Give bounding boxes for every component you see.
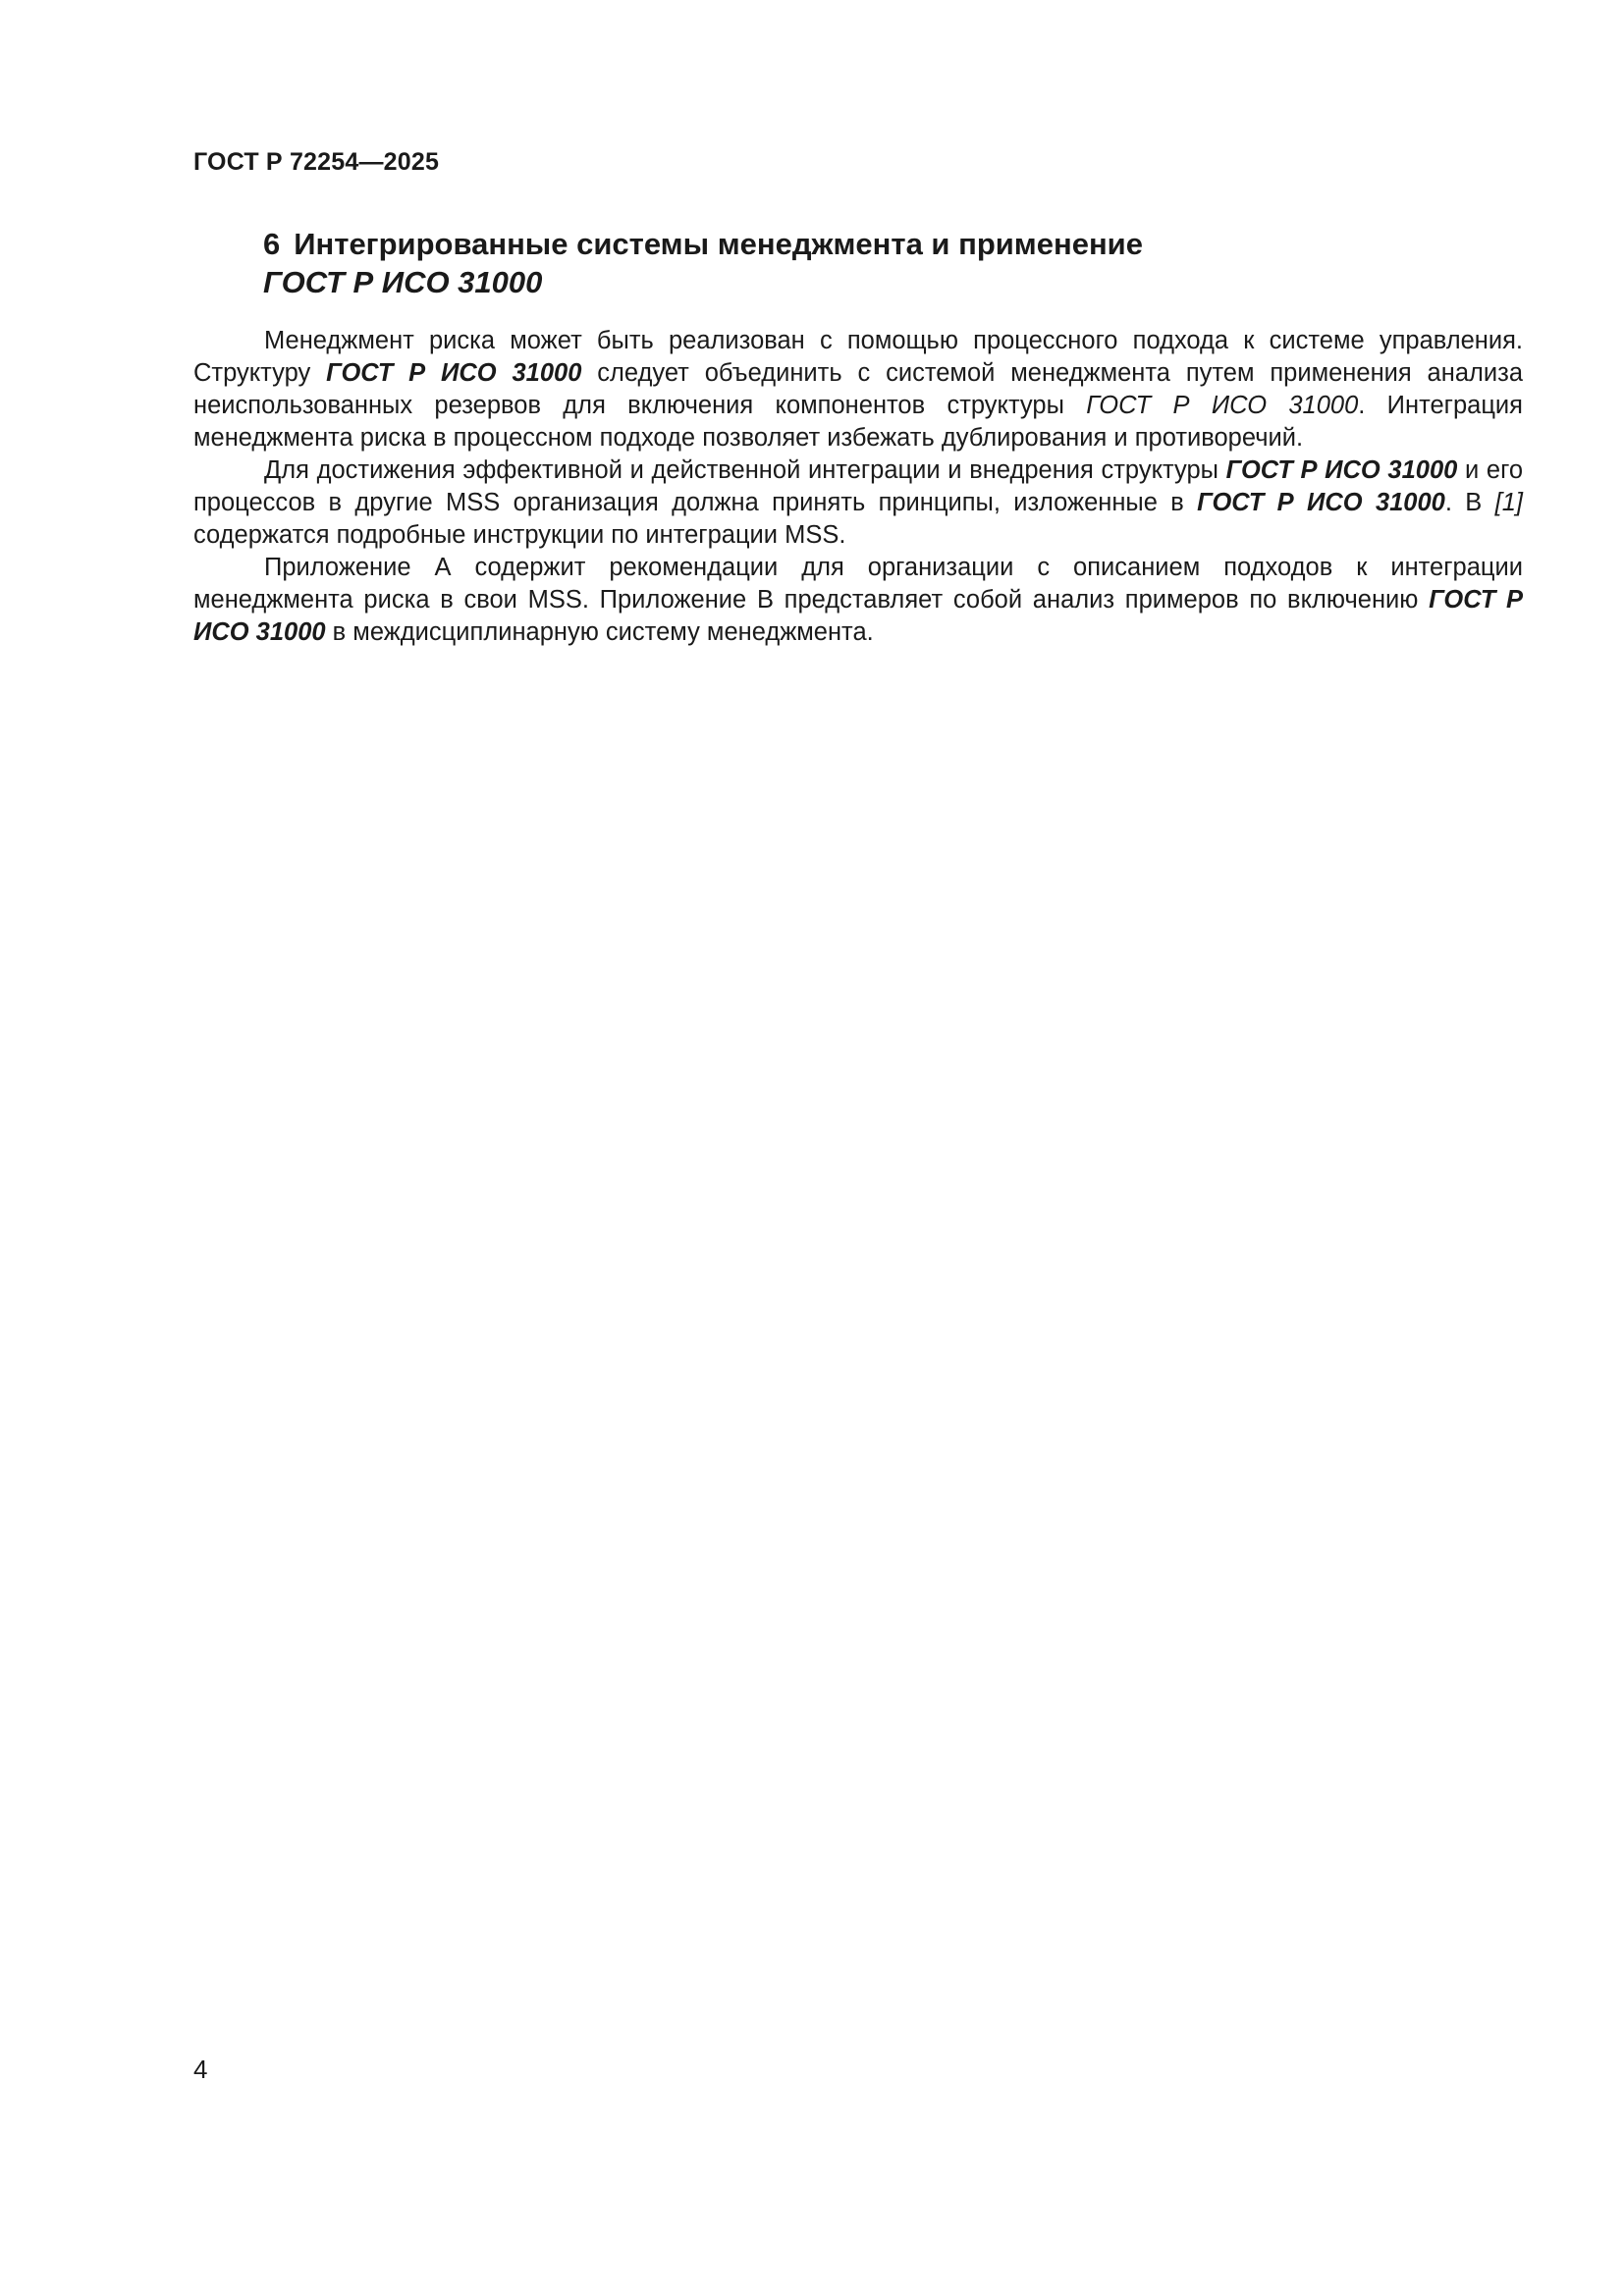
document-code-header: ГОСТ Р 72254—2025 xyxy=(193,148,440,176)
bibliography-reference: [1] xyxy=(1494,489,1523,516)
section-number: 6 xyxy=(263,227,281,261)
paragraph-2 xyxy=(193,454,1523,552)
standard-reference: ГОСТ Р ИСО 31000 xyxy=(1086,392,1359,419)
paragraph-text: в междисциплинарную систему менеджмента. xyxy=(325,618,874,646)
paragraph-3 xyxy=(193,552,1523,649)
paragraph-1 xyxy=(193,325,1523,454)
section-title-line1: Интегрированные системы менеджмента и применение xyxy=(294,227,1143,261)
paragraph-text: . В xyxy=(1444,489,1495,516)
standard-reference: ГОСТ Р ИСО 31000 xyxy=(1225,456,1458,484)
paragraph-text: содержатся подробные инструкции по интеграции MSS. xyxy=(193,521,846,549)
page-number: 4 xyxy=(193,2055,208,2084)
paragraph-text: следует объединить с системой менеджмента путем применения анализа неиспользованных резервов для включения компонентов структуры xyxy=(193,359,1524,419)
standard-reference: ГОСТ Р ИСО 31000 xyxy=(326,359,582,387)
section-heading xyxy=(263,225,1520,301)
paragraph-text: Менеджмент риска может быть реализован с помощью процессного подхода к системе управления. Структуру xyxy=(193,327,1523,387)
standard-reference: ГОСТ Р ИСО 31000 xyxy=(193,586,1523,646)
section-body xyxy=(193,325,1523,649)
paragraph-text: Для достижения эффективной и действенной интеграции и внедрения структуры xyxy=(264,456,1226,484)
paragraph-text: и его процессов в другие MSS организация должна принять принципы, изложенные в xyxy=(193,456,1524,516)
section-title-line2: ГОСТ Р ИСО 31000 xyxy=(263,265,543,299)
paragraph-text: Приложение А содержит рекомендации для организации с описанием подходов к интеграции менеджмента риска в свои MSS. Приложение В представляет собой анализ примеров по включению xyxy=(193,554,1523,614)
paragraph-text: . Интеграция менеджмента риска в процессном подходе позволяет избежать дублирования и противоречий. xyxy=(193,392,1523,452)
standard-reference: ГОСТ Р ИСО 31000 xyxy=(1197,489,1445,516)
